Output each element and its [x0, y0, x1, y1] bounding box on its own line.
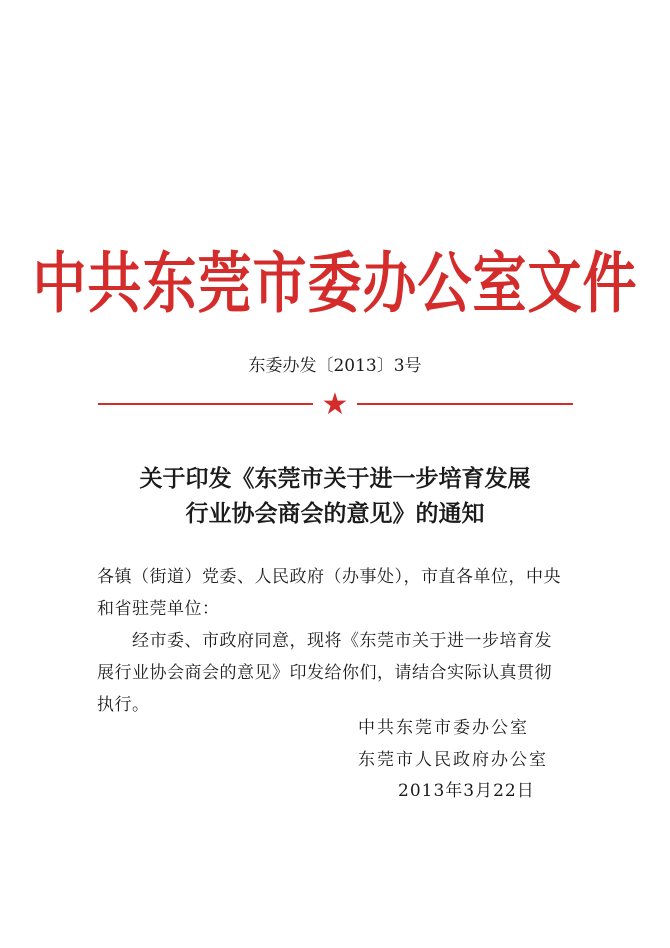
- body-line-paragraph-cont: 展行业协会商会的意见》印发给你们，请结合实际认真贯彻: [97, 663, 552, 683]
- signature-date: 2013年3月22日: [398, 781, 535, 801]
- notice-title-line-1: 关于印发《东莞市关于进一步培育发展: [139, 465, 531, 492]
- body-line-addressees-cont: 和省驻莞单位：: [97, 599, 220, 619]
- red-star-icon: ★: [321, 387, 349, 422]
- notice-title-line-2: 行业协会商会的意见》的通知: [185, 500, 485, 527]
- red-rule-left: [98, 403, 313, 405]
- body-line-addressees: 各镇（街道）党委、人民政府（办事处），市直各单位，中央: [97, 567, 561, 587]
- document-header-title: 中共东莞市委办公室文件: [32, 244, 638, 322]
- red-rule-right: [357, 403, 573, 405]
- signature-org-2: 东莞市人民政府办公室: [358, 750, 548, 770]
- body-line-paragraph-end: 执行。: [97, 695, 150, 715]
- body-line-paragraph-start: 经市委、市政府同意，现将《东莞市关于进一步培育发: [132, 631, 552, 651]
- document-number: 东委办发〔2013〕3号: [248, 356, 422, 376]
- signature-org-1: 中共东莞市委办公室: [358, 718, 529, 738]
